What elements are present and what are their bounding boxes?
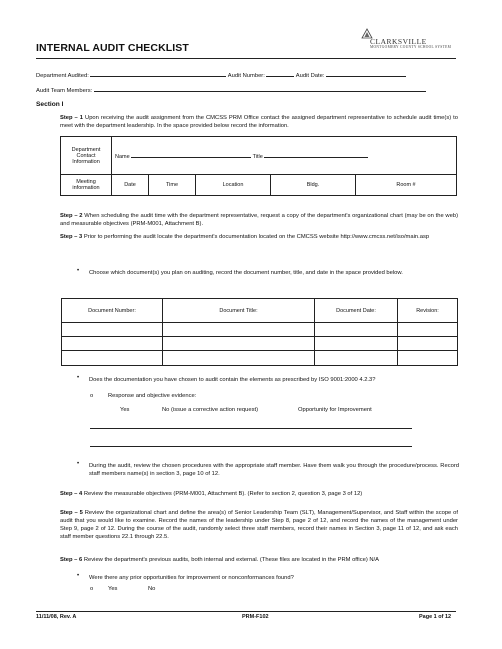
option-no-car[interactable]: No (issue a corrective action request) [162, 407, 259, 413]
bullet-dot: • [77, 268, 80, 274]
department-audited-field[interactable] [90, 70, 226, 77]
bullet-1-text: Choose which document(s) you plan on auditing, record the document number, title, and date in the space provided below. [89, 270, 403, 276]
doc-date-cell[interactable] [315, 337, 398, 351]
doc-date-cell[interactable] [315, 323, 398, 337]
col-room: Room # [356, 175, 457, 196]
step-5-label: Step – 5 [60, 510, 83, 516]
section-heading: Section I [36, 101, 64, 108]
dept-contact-label: Department Contact Information [61, 137, 112, 175]
step-6-text: Review the department's previous audits, both internal and external. (These files are located in the PRM office) N/A [82, 557, 380, 563]
title-label: Title [252, 154, 263, 160]
step-5-text: Review the organizational chart and define the area(s) of Senior Leadership Team (SLT), Management/Supervisor, and Staff within the scope of audit that you would like to examine. Record the names of the leadership under Step 8, page 2 of 12, and record the names of the management under Step 9, page 2 of 12. During the course of the audit, randomly select three staff members, record their names in Section 3, page 11 of 12, and ask each staff member questions 22.1 through 22.5. [60, 510, 459, 540]
option-no[interactable]: No [148, 586, 156, 592]
doc-title-cell[interactable] [163, 323, 315, 337]
step-6-label: Step – 6 [60, 557, 83, 563]
bullet-2-text: Does the documentation you have chosen to audit contain the elements as prescribed by ISO 9001:2000 4.2.3? [89, 377, 376, 383]
audit-number-label: Audit Number: [227, 73, 265, 79]
step-1 [60, 114, 458, 130]
audit-date-label: Audit Date: [295, 73, 325, 79]
meeting-info-label: Meeting information [61, 175, 112, 196]
name-label: Name [115, 154, 130, 160]
bullet-4-text: Were there any prior opportunities for improvement or nonconformances found? [89, 575, 294, 581]
doc-number-cell[interactable] [62, 351, 163, 366]
page-title: INTERNAL AUDIT CHECKLIST [36, 42, 189, 54]
contact-name-field[interactable] [131, 151, 251, 158]
audit-number-field[interactable] [266, 70, 294, 77]
step-1-text: Upon receiving the audit assignment from the CMCSS PRM Office contact the assigned department representative to schedule audit time(s) to meet with the department leadership. In the space provided below record the information. [60, 115, 458, 129]
footer-date-rev: 11/11/08, Rev. A [36, 614, 77, 620]
header-rule [36, 58, 456, 59]
sub-bullet-icon: o [90, 393, 94, 399]
footer-form-number: PRM-F102 [242, 614, 269, 620]
option-yes[interactable]: Yes [108, 586, 118, 592]
sub-bullet-icon: o [90, 586, 94, 592]
revision-cell[interactable] [398, 351, 458, 366]
doc-date-cell[interactable] [315, 351, 398, 366]
step-6 [60, 556, 458, 564]
doc-number-header: Document Number: [62, 299, 163, 323]
response-line-1[interactable] [90, 428, 412, 429]
step-1-label: Step – 1 [60, 115, 84, 121]
audit-team-label: Audit Team Members: [36, 88, 93, 94]
revision-cell[interactable] [398, 337, 458, 351]
footer-page-number: Page 1 of 12 [419, 614, 452, 620]
step-2-text: When scheduling the audit time with the department representative, request a copy of the department's organizational chart (may be on the web) and measurable objectives (PRM-M001, Attachment B). [60, 213, 458, 227]
doc-number-cell[interactable] [62, 337, 163, 351]
step-3 [60, 233, 458, 241]
option-ofi[interactable]: Opportunity for Improvement [298, 407, 372, 413]
department-audited-row [36, 70, 406, 80]
revision-cell[interactable] [398, 323, 458, 337]
footer-rule [36, 611, 456, 612]
bullet-dot: • [77, 573, 80, 579]
page-header [36, 37, 456, 58]
doc-title-cell[interactable] [163, 337, 315, 351]
contact-name-cell[interactable] [112, 137, 457, 175]
step-5 [60, 509, 458, 541]
audit-date-field[interactable] [326, 70, 406, 77]
logo-subtitle: MONTGOMERY COUNTY SCHOOL SYSTEM [370, 45, 452, 49]
audit-team-row [36, 85, 426, 95]
option-yes[interactable]: Yes [120, 407, 130, 413]
step-4-label: Step – 4 [60, 491, 83, 497]
table-row [62, 337, 458, 351]
table-row [62, 351, 458, 366]
col-location: Location [196, 175, 271, 196]
step-3-label: Step – 3 [60, 234, 83, 240]
col-date: Date [112, 175, 149, 196]
logo-name: CLARKSVILLE [370, 37, 427, 46]
response-line-2[interactable] [90, 446, 412, 447]
bullet-3-text: During the audit, review the chosen procedures with the appropriate staff member. Have them walk you through the procedure/process. Record staff members name(s) in section 3, page 10 of 12. [89, 463, 459, 477]
step-2-label: Step – 2 [60, 213, 83, 219]
audit-team-field[interactable] [94, 85, 426, 92]
col-time: Time [149, 175, 196, 196]
contact-table [60, 136, 457, 196]
revision-header: Revision: [398, 299, 458, 323]
doc-number-cell[interactable] [62, 323, 163, 337]
document-table [61, 298, 458, 366]
table-row [62, 323, 458, 337]
step-4 [60, 490, 458, 498]
doc-title-cell[interactable] [163, 351, 315, 366]
department-audited-label: Department Audited: [36, 73, 89, 79]
step-4-text: Review the measurable objectives (PRM-M001, Attachment B). (Refer to section 2, question 3, page 3 of 12) [82, 491, 363, 497]
district-logo [358, 28, 454, 56]
bullet-dot: • [77, 461, 80, 467]
contact-title-field[interactable] [264, 151, 368, 158]
col-bldg: Bldg. [271, 175, 356, 196]
step-2 [60, 212, 458, 228]
doc-date-header: Document Date: [315, 299, 398, 323]
bullet-dot: • [77, 375, 80, 381]
step-3-text: Prior to performing the audit locate the department's documentation located on the CMCSS website http://www.cmcss.net/iso/main.asp [82, 234, 430, 240]
doc-title-header: Document Title: [163, 299, 315, 323]
response-label: Response and objective evidence: [108, 393, 197, 399]
